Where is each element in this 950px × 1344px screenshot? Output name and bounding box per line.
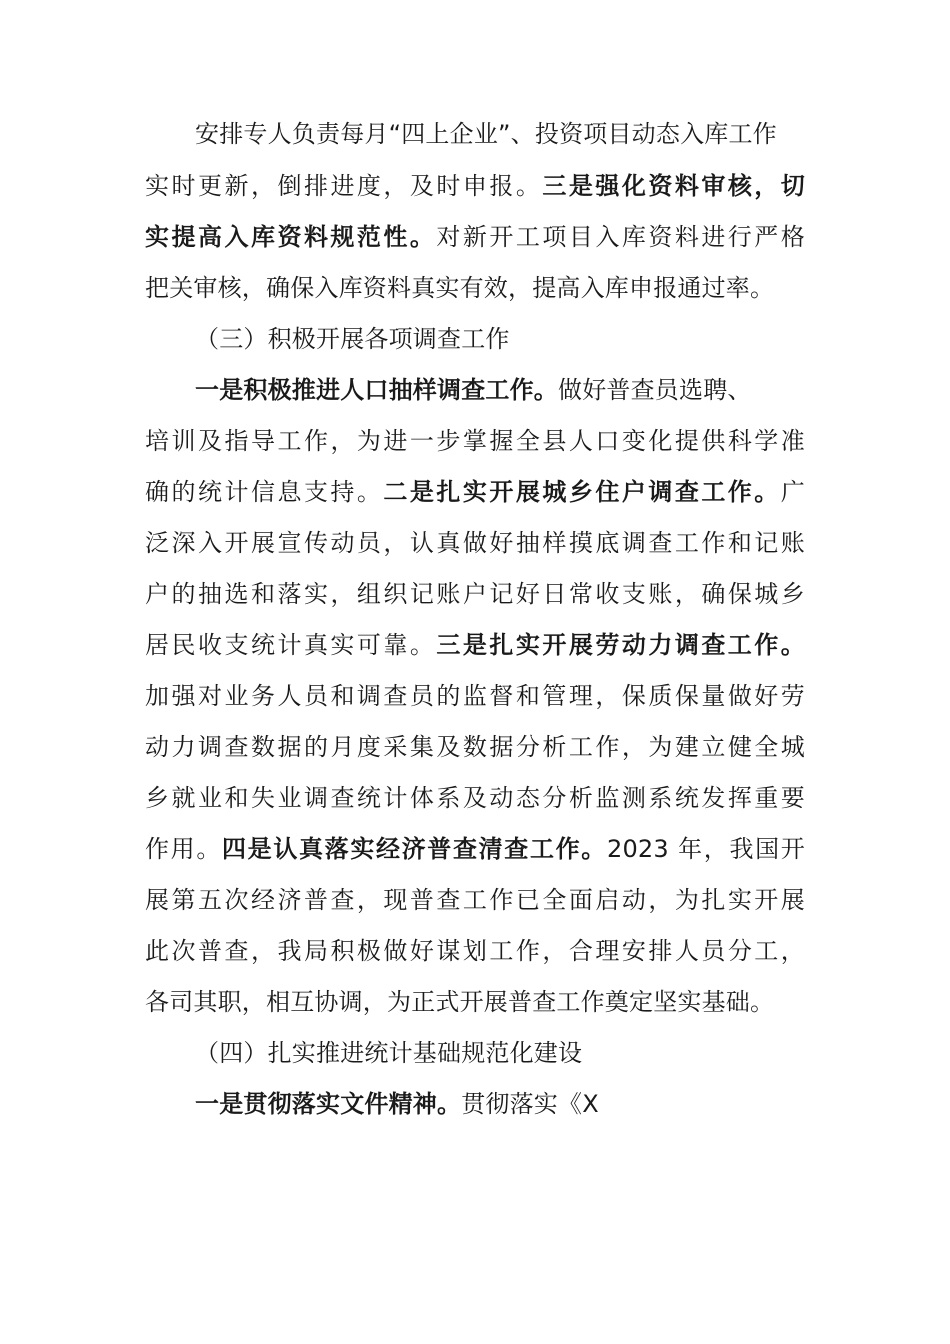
- paragraph-line: [145, 475, 805, 509]
- text-segment: 2023 年，我国开: [606, 835, 805, 863]
- text-segment: 安排专人负责每月“四上企业”、投资项目动态入库工作: [195, 120, 777, 148]
- text-segment: 把关审核，确保入库资料真实有效，提高入库申报通过率。: [145, 274, 775, 302]
- paragraph-line: [145, 679, 805, 713]
- paragraph-line: [145, 934, 805, 968]
- paragraph-line: [145, 577, 805, 611]
- bold-text-segment: 一是积极推进人口抽样调查工作。: [195, 376, 558, 404]
- text-segment: 加强对业务人员和调查员的监督和管理，保质保量做好劳: [145, 682, 805, 710]
- paragraph-line: [145, 526, 805, 560]
- text-segment: 广: [780, 478, 805, 506]
- text-segment: 泛深入开展宣传动员，认真做好抽样摸底调查工作和记账: [145, 529, 805, 557]
- text-segment: 贯彻落实《X: [461, 1090, 599, 1118]
- paragraph-line: [145, 985, 805, 1019]
- text-segment: 作用。: [145, 835, 222, 863]
- section-heading: [195, 1036, 855, 1070]
- paragraph-line: [145, 832, 805, 866]
- text-segment: （四）扎实推进统计基础规范化建设: [195, 1039, 583, 1067]
- paragraph-line: [145, 730, 805, 764]
- text-segment: 做好普查员选聘、: [558, 376, 752, 404]
- bold-text-segment: 一是贯彻落实文件精神。: [195, 1090, 462, 1118]
- text-segment: 培训及指导工作，为进一步掌握全县人口变化提供科学准: [145, 427, 805, 455]
- bold-text-segment: 二是扎实开展城乡住户调查工作。: [383, 478, 781, 506]
- bold-text-segment: 三是强化资料审核，切: [542, 172, 805, 200]
- text-segment: 对新开工项目入库资料进行严格: [436, 223, 805, 251]
- text-segment: 确的统计信息支持。: [145, 478, 384, 506]
- text-segment: 户的抽选和落实，组织记账户记好日常收支账，确保城乡: [145, 580, 805, 608]
- text-segment: 居民收支统计真实可靠。: [145, 631, 437, 659]
- paragraph-line: [145, 271, 805, 305]
- paragraph-line: [195, 117, 855, 151]
- text-segment: 实时更新，倒排进度，及时申报。: [145, 172, 543, 200]
- paragraph-line: [145, 220, 805, 254]
- paragraph-line: [145, 628, 805, 662]
- text-segment: 展第五次经济普查，现普查工作已全面启动，为扎实开展: [145, 886, 805, 914]
- text-segment: （三）积极开展各项调查工作: [195, 325, 510, 353]
- section-heading: [195, 322, 855, 356]
- bold-text-segment: 四是认真落实经济普查清查工作。: [222, 835, 607, 863]
- bold-text-segment: 三是扎实开展劳动力调查工作。: [436, 631, 805, 659]
- paragraph-line: [145, 424, 805, 458]
- bold-text-segment: 实提高入库资料规范性。: [145, 223, 437, 251]
- text-segment: 动力调查数据的月度采集及数据分析工作，为建立健全城: [145, 733, 805, 761]
- paragraph-line: [195, 1087, 855, 1121]
- paragraph-line: [145, 169, 805, 203]
- text-segment: 各司其职，相互协调，为正式开展普查工作奠定坚实基础。: [145, 988, 775, 1016]
- text-segment: 此次普查，我局积极做好谋划工作，合理安排人员分工，: [145, 937, 805, 965]
- text-segment: 乡就业和失业调查统计体系及动态分析监测系统发挥重要: [145, 784, 805, 812]
- paragraph-line: [145, 781, 805, 815]
- paragraph-line: [145, 883, 805, 917]
- paragraph-line: [195, 373, 855, 407]
